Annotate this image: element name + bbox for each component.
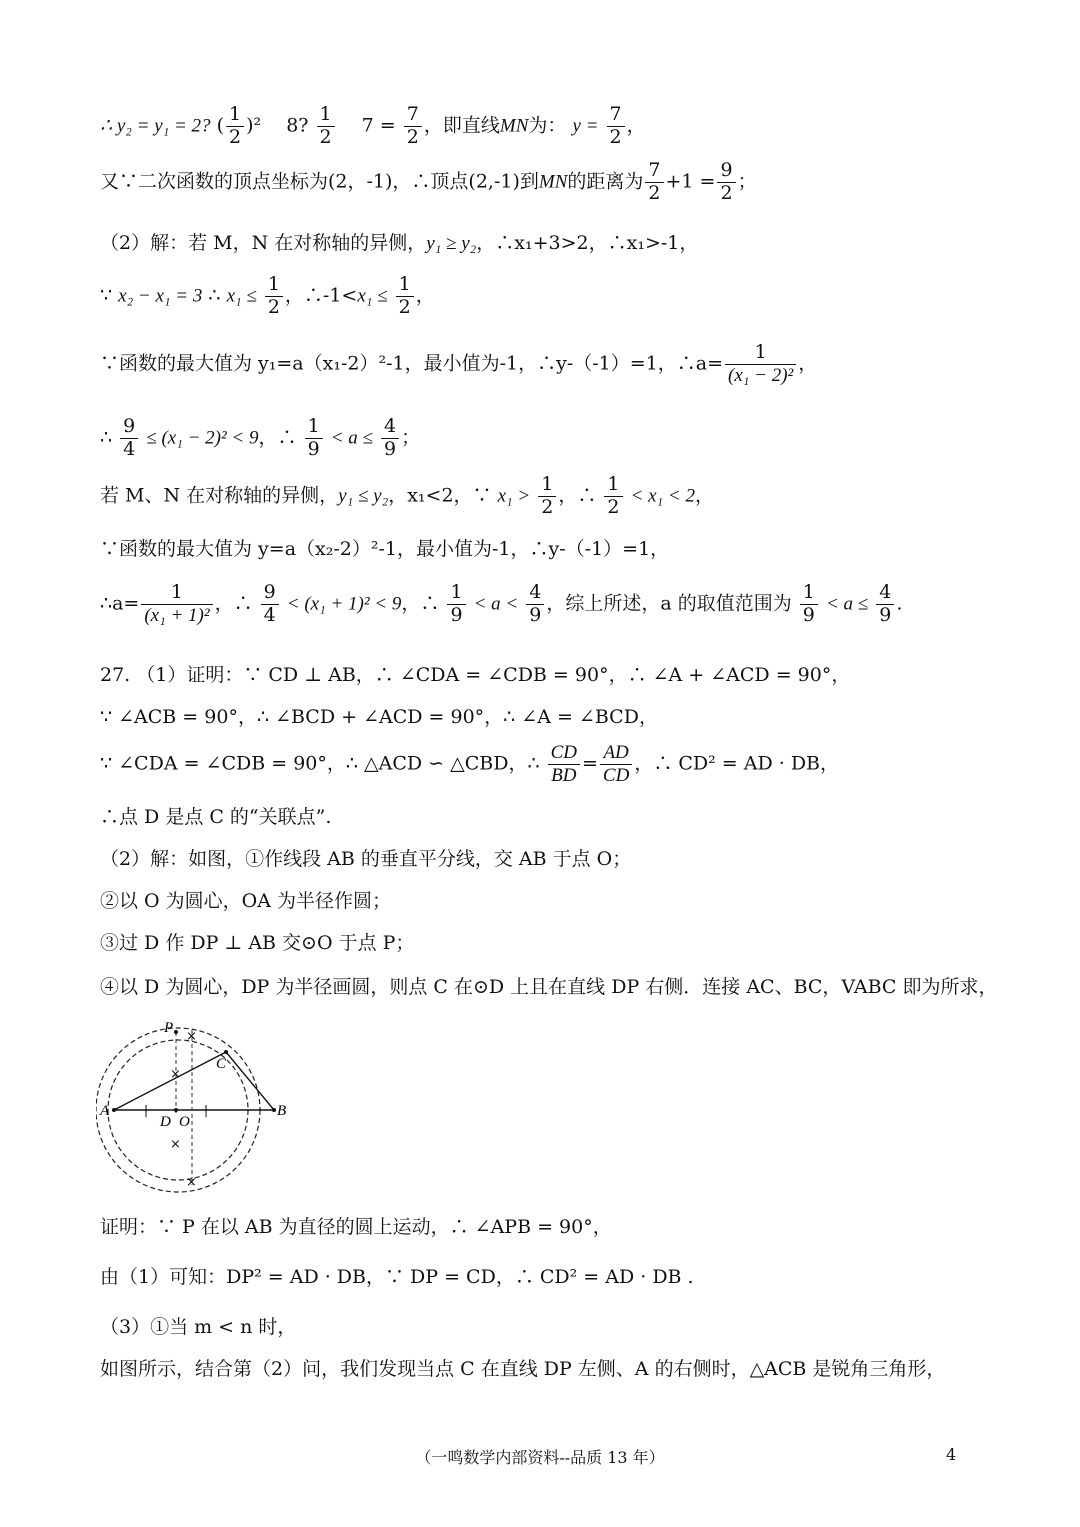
denominator: (x₁ + 1)² — [144, 604, 210, 626]
text: < (x₁ + 1)² < 9 — [286, 593, 402, 615]
text: ∴ — [208, 284, 221, 307]
text: ，即直线 — [423, 114, 500, 137]
text: ∵函数的最大值为 y₁=a（x₁-2）²-1，最小值为-1，∴y-（-1）=1，∴a= — [100, 352, 724, 375]
text: ， — [626, 114, 646, 137]
numerator: 1 — [604, 474, 622, 497]
solution-line-5 — [100, 342, 817, 387]
text: ④以 D 为圆心，DP 为半径画圆，则点 C 在⊙D 上且在直线 DP 右侧．连接 AC、BC，VABC 即为所求， — [100, 976, 998, 998]
arc-mark: × — [186, 1175, 197, 1190]
solution-line-14 — [100, 848, 631, 871]
denominator: BD — [551, 764, 577, 786]
solution-line-17 — [100, 976, 997, 999]
fraction — [396, 274, 414, 319]
fraction — [604, 474, 622, 519]
text: ≤ (x₁ − 2)² < 9 — [146, 427, 259, 449]
text: ， — [415, 284, 435, 307]
denominator: 9 — [879, 603, 892, 626]
solution-line-10 — [100, 664, 850, 687]
denominator: 9 — [529, 603, 542, 626]
numerator: 1 — [396, 274, 414, 297]
text: )² 8? — [246, 114, 309, 137]
fraction — [226, 104, 244, 149]
numerator: 1 — [800, 582, 818, 605]
denominator: 2 — [541, 495, 554, 518]
text: = — [582, 752, 598, 775]
numerator: 7 — [645, 160, 663, 183]
point-d — [174, 1108, 178, 1112]
denominator: (x₁ − 2)² — [728, 364, 794, 386]
fraction — [317, 104, 335, 149]
text: ∴点 D 是点 C 的“关联点”. — [100, 806, 332, 828]
text: ∵函数的最大值为 y=a（x₂-2）²-1，最小值为-1，∴y-（-1）=1， — [100, 538, 670, 560]
text: ，∴-1< — [284, 284, 358, 307]
fraction — [265, 274, 283, 319]
text: ②以 O 为圆心，OA 为半径作圆； — [100, 890, 391, 912]
text: ∴ — [100, 426, 113, 449]
text: 27. （1）证明：∵ CD ⊥ AB，∴ ∠CDA = ∠CDB = 90°，∴ ∠A + ∠ACD = 90°， — [100, 664, 851, 686]
tick-mark: | — [144, 1103, 149, 1117]
solution-line-12 — [100, 742, 839, 787]
fraction — [717, 160, 735, 205]
arc-mark: × — [186, 1029, 197, 1044]
numerator: 1 — [305, 416, 323, 439]
text: 如图所示，结合第（2）问，我们发现当点 C 在直线 DP 左侧、A 的右侧时，△ACB 是锐角三角形， — [100, 1358, 946, 1380]
text: . — [896, 592, 903, 615]
solution-line-15 — [100, 890, 391, 913]
denominator: 4 — [263, 603, 276, 626]
solution-line-19 — [100, 1266, 694, 1289]
text: x₁ ≤ — [357, 285, 388, 307]
label-c: C — [216, 1056, 227, 1072]
text: y₁ ≤ y₂ — [338, 485, 389, 507]
text: 为： — [528, 114, 567, 137]
tick-mark: | — [204, 1103, 209, 1117]
text: （2）解：若 M，N 在对称轴的异侧， — [100, 232, 427, 254]
text: ； — [737, 170, 757, 193]
label-a: A — [100, 1103, 110, 1119]
text: ∵ ∠CDA = ∠CDB = 90°，∴ △ACD ∽ △CBD，∴ — [100, 752, 540, 775]
numerator: 9 — [120, 416, 138, 439]
text: （2）解：如图，①作线段 AB 的垂直平分线，交 AB 于点 O； — [100, 848, 632, 870]
numerator: 1 — [538, 474, 556, 497]
numerator: 1 — [317, 104, 335, 127]
fraction — [600, 742, 632, 787]
numerator: 7 — [607, 104, 625, 127]
page-number: 4 — [946, 1445, 957, 1464]
solution-line-21 — [100, 1358, 945, 1381]
denominator: 2 — [229, 125, 242, 148]
numerator: 4 — [876, 582, 894, 605]
text: 又∵二次函数的顶点坐标为(2，-1)，∴顶点(2,-1)到 — [100, 170, 539, 193]
solution-line-7 — [100, 474, 714, 519]
fraction — [381, 416, 399, 461]
text: ， — [798, 352, 818, 375]
text: ∵ — [100, 284, 113, 307]
text: ，∴ — [558, 484, 597, 507]
denominator: 2 — [648, 181, 661, 204]
text: 的距离为 — [567, 170, 644, 193]
text: +1 = — [665, 170, 716, 193]
fraction — [305, 416, 323, 461]
fraction — [120, 416, 138, 461]
fraction — [141, 582, 212, 627]
construction-figure — [96, 1020, 296, 1195]
solution-line-9 — [100, 582, 902, 627]
solution-line-20 — [100, 1316, 296, 1339]
text: 若 M、N 在对称轴的异侧， — [100, 484, 339, 507]
numerator: 1 — [265, 274, 283, 297]
arc-mark: × — [170, 1067, 181, 1082]
text: （3）①当 m < n 时， — [100, 1316, 297, 1338]
text: < x₁ < 2 — [630, 485, 695, 507]
numerator: 7 — [404, 104, 422, 127]
text: ，综上所述，a 的取值范围为 — [546, 592, 792, 615]
label-o: O — [179, 1114, 190, 1130]
text: ，∴ — [258, 426, 297, 449]
solution-line-2 — [100, 160, 757, 205]
text: MN — [538, 171, 568, 193]
solution-line-11 — [100, 706, 658, 729]
text: x₂ − x₁ = 3 — [118, 285, 203, 307]
text: ∵ ∠ACB = 90°，∴ ∠BCD + ∠ACD = 90°，∴ ∠A = ∠BCD， — [100, 706, 658, 728]
denominator: 9 — [450, 603, 463, 626]
text: ，∴ — [214, 592, 253, 615]
solution-line-18 — [100, 1216, 612, 1239]
numerator: 9 — [717, 160, 735, 183]
text: ，x₁<2，∵ — [388, 484, 492, 507]
label-p: P — [164, 1020, 174, 1036]
label-b: B — [277, 1103, 287, 1119]
solution-line-8 — [100, 538, 669, 561]
denominator: 2 — [406, 125, 419, 148]
text: < a < — [473, 593, 519, 615]
denominator: CD — [602, 764, 630, 786]
segment-bc — [226, 1052, 274, 1110]
text: ，∴ — [401, 592, 440, 615]
point-p — [174, 1030, 178, 1034]
text: MN — [499, 115, 529, 137]
solution-line-3 — [100, 232, 698, 256]
label-d: D — [160, 1114, 171, 1130]
solution-line-4 — [100, 274, 435, 319]
point-b — [272, 1108, 276, 1112]
point-c — [224, 1050, 228, 1054]
numerator: 4 — [381, 416, 399, 439]
text: < a ≤ — [330, 427, 373, 449]
text: ，∴x₁+3>2，∴x₁>-1， — [476, 232, 699, 254]
text: ， — [694, 484, 714, 507]
fraction — [538, 474, 556, 519]
text: ∴ y₂ = y₁ = 2? — [100, 115, 211, 137]
denominator: 2 — [398, 295, 411, 318]
text: ； — [401, 426, 421, 449]
text: 7 = — [342, 114, 396, 137]
text: ，∴ CD² = AD · DB， — [634, 752, 840, 775]
denominator: 2 — [267, 295, 280, 318]
solution-line-6 — [100, 416, 420, 461]
fraction — [447, 582, 465, 627]
numerator: 9 — [261, 582, 279, 605]
numerator: 1 — [226, 104, 244, 127]
numerator: AD — [600, 742, 632, 765]
numerator: 1 — [725, 342, 796, 365]
solution-line-16 — [100, 932, 414, 955]
denominator: 2 — [319, 125, 332, 148]
page-footer: （一鸣数学内部资料--品质 13 年） — [415, 1448, 665, 1467]
fraction — [526, 582, 544, 627]
numerator: 1 — [447, 582, 465, 605]
fraction — [404, 104, 422, 149]
fraction — [548, 742, 580, 787]
denominator: 2 — [607, 495, 620, 518]
denominator: 9 — [802, 603, 815, 626]
denominator: 9 — [384, 437, 397, 460]
fraction — [800, 582, 818, 627]
fraction — [645, 160, 663, 205]
fraction — [607, 104, 625, 149]
denominator: 4 — [123, 437, 136, 460]
denominator: 2 — [720, 181, 733, 204]
text: ∴a= — [100, 592, 140, 615]
solution-line-1 — [100, 104, 646, 149]
text: 证明：∵ P 在以 AB 为直径的圆上运动，∴ ∠APB = 90°， — [100, 1216, 612, 1238]
text: x₁ > — [497, 485, 531, 507]
solution-line-13 — [100, 806, 331, 829]
text: x₁ ≤ — [226, 285, 257, 307]
text: y = — [572, 115, 599, 137]
arc-mark: × — [170, 1137, 181, 1152]
text: y₁ ≥ y₂ — [426, 233, 477, 254]
text: 由（1）可知：DP² = AD · DB，∵ DP = CD，∴ CD² = AD · DB . — [100, 1266, 694, 1288]
text: ( — [216, 114, 225, 137]
point-a — [112, 1108, 116, 1112]
denominator: 2 — [609, 125, 622, 148]
numerator: 1 — [141, 582, 212, 605]
denominator: 9 — [307, 437, 320, 460]
numerator: 4 — [526, 582, 544, 605]
fraction — [725, 342, 796, 387]
fraction — [261, 582, 279, 627]
fraction — [876, 582, 894, 627]
text: < a ≤ — [825, 593, 869, 615]
text: ③过 D 作 DP ⊥ AB 交⊙O 于点 P； — [100, 932, 415, 954]
numerator: CD — [548, 742, 580, 765]
